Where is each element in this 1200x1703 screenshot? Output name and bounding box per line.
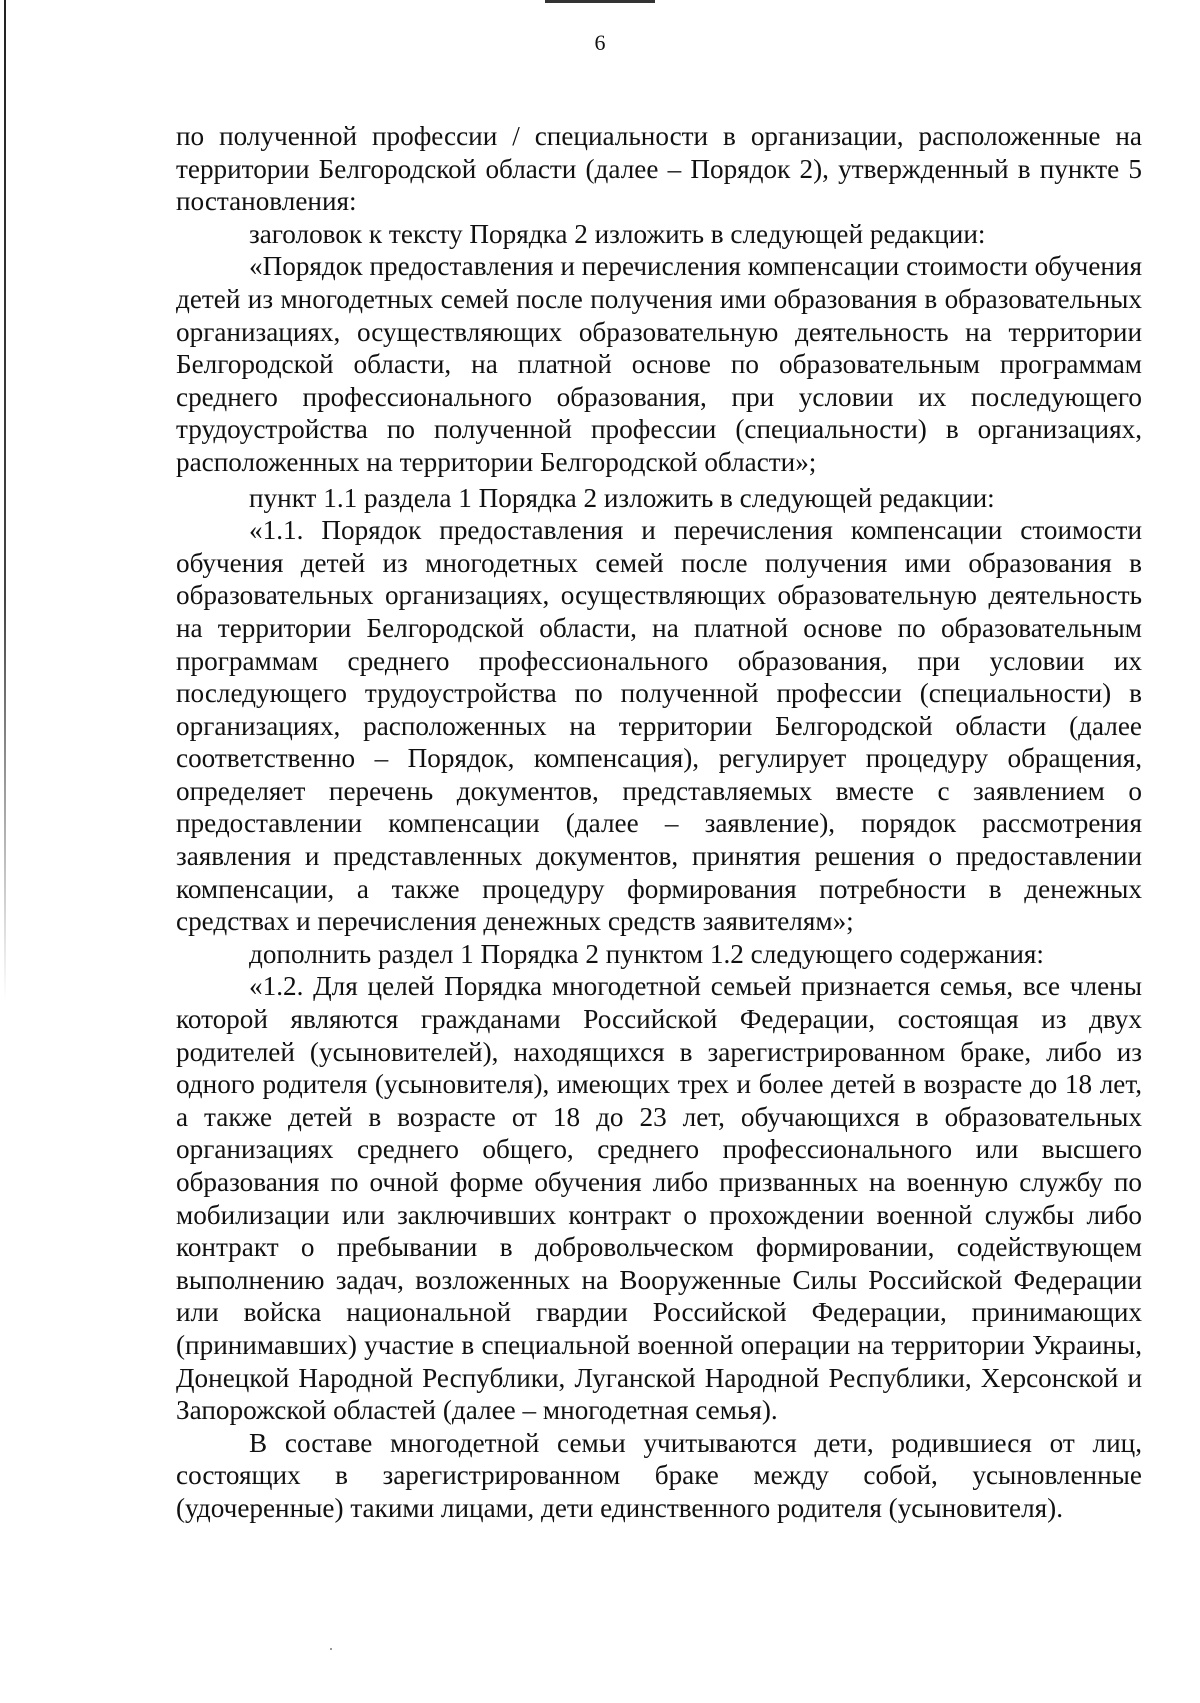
paragraph-item-1-1: «1.1. Порядок предоставления и перечисления компенсации стоимости обучения детей из многодетных семей после получения ими образования в образовательных организациях, осуществляющих образовательную деятельность на территории Белгородской области, на платной основе по образовательным программам среднего профессионального образования, при условии их последующего трудоустройства по полученной профессии (специальности) в организациях, расположенных на территории Белгородской области (далее соответственно – Порядок, компенсация), регулирует процедуру обращения, определяет перечень документов, представляемых вместе с заявлением о предоставлении компенсации (далее – заявление), порядок рассмотрения заявления и представленных документов, принятия решения о предоставлении компенсации, а также процедуру формирования потребности в денежных средствах и перечисления денежных средств заявителям»; bbox=[176, 515, 1142, 937]
page-number: 6 bbox=[594, 30, 606, 55]
paragraph-family-composition: В составе многодетной семьи учитываются дети, родившиеся от лиц, состоящих в зарегистрированном браке между собой, усыновленные (удочеренные) такими лицами, дети единственного родителя (усыновителя). bbox=[176, 1427, 1142, 1523]
paragraph-item-1-1-instruction: пункт 1.1 раздела 1 Порядка 2 изложить в следующей редакции: bbox=[249, 482, 995, 513]
scan-dot-artifact bbox=[330, 1648, 332, 1650]
paragraph-heading-instruction: заголовок к тексту Порядка 2 изложить в следующей редакции: bbox=[249, 218, 986, 249]
document-body bbox=[176, 120, 1142, 1525]
paragraph-item-1-2-instruction: дополнить раздел 1 Порядка 2 пунктом 1.2 следующего содержания: bbox=[249, 938, 1044, 969]
scan-top-mark-artifact bbox=[545, 0, 655, 3]
paragraph-item-1-2: «1.2. Для целей Порядка многодетной семьей признается семья, все члены которой являются гражданами Российской Федерации, состоящая из двух родителей (усыновителей), находящихся в зарегистрированном браке, либо из одного родителя (усыновителя), имеющих трех и более детей в возрасте до 18 лет, а также детей в возрасте от 18 до 23 лет, обучающихся в образовательных организациях среднего общего, среднего профессионального или высшего образования по очной форме обучения либо призванных на военную службу по мобилизации или заключивших контракт о прохождении военной службы либо контракт о пребывании в добровольческом формировании, содействующем выполнению задач, возложенных на Вооруженные Силы Российской Федерации или войска национальной гвардии Российской Федерации, принимающих (принимавших) участие в специальной военной операции на территории Украины, Донецкой Народной Республики, Луганской Народной Республики, Херсонской и Запорожской областей (далее – многодетная семья). bbox=[176, 971, 1142, 1426]
paragraph-new-heading: «Порядок предоставления и перечисления компенсации стоимости обучения детей из многодетных семей после получения ими образования в образовательных организациях, осуществляющих образовательную деятельность на территории Белгородской области, на платной основе по образовательным программам среднего профессионального образования, при условии их последующего трудоустройства по полученной профессии (специальности) в организациях, расположенных на территории Белгородской области»; bbox=[176, 251, 1142, 477]
scan-edge-artifact bbox=[4, 0, 6, 1000]
paragraph-continuation: по полученной профессии / специальности в организации, расположенные на территории Белгородской области (далее – Порядок 2), утвержденный в пункте 5 постановления: bbox=[176, 121, 1142, 217]
